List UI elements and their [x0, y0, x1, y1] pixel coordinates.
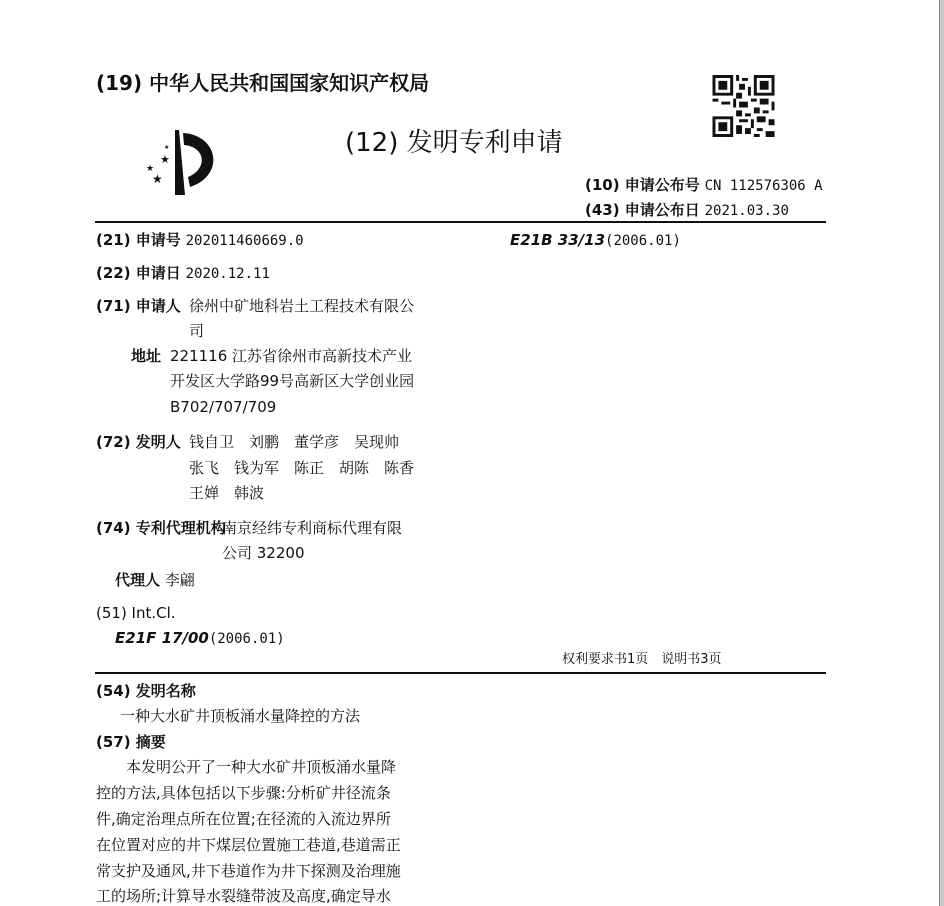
address-label: 地址 [131, 347, 162, 365]
label: (21) 申请号 [96, 231, 181, 249]
doc-type-title: (12) 发明专利申请 [345, 128, 563, 158]
abstract-label: (57) 摘要 [96, 733, 166, 751]
applicant-label: (71) 申请人 [96, 297, 181, 315]
svg-text:★: ★ [164, 144, 170, 151]
code: E21F 17/00 [115, 629, 209, 647]
qr-code [712, 75, 775, 137]
value: 李翩 [164, 571, 195, 589]
agency-line: 南京经纬专利商标代理有限 [222, 519, 403, 537]
inventor-line: 张飞 钱为军 陈正 胡陈 陈香 [189, 459, 415, 477]
value: 2021.03.30 [704, 203, 789, 219]
version: (2006.01) [208, 631, 285, 647]
address-line: 开发区大学路99号高新区大学创业园 [170, 372, 415, 390]
svg-text:★: ★ [152, 172, 163, 186]
address-line: 221116 江苏省徐州市高新技术产业 [170, 347, 413, 365]
publication-date [585, 200, 789, 221]
abstract-line: 常支护及通风,井下巷道作为井下探测及治理施 [96, 862, 401, 880]
abstract-line: 件,确定治理点所在位置;在径流的入流边界所 [96, 810, 391, 828]
svg-text:★: ★ [160, 153, 170, 166]
value: 2020.12.11 [185, 266, 270, 282]
version: (2006.01) [605, 233, 681, 249]
invention-title: 一种大水矿井顶板涌水量降控的方法 [120, 707, 361, 725]
intcl-code [115, 628, 285, 649]
agent [115, 570, 195, 590]
divider [95, 221, 826, 223]
office-name: (19) 中华人民共和国国家知识产权局 [96, 71, 430, 95]
applicant-line: 司 [189, 322, 205, 340]
abstract-line: 工的场所;计算导水裂缝带波及高度,确定导水 [96, 887, 391, 905]
value: CN 112576306 A [704, 178, 823, 194]
address-line: B702/707/709 [170, 398, 277, 416]
value: 202011460669.0 [185, 233, 304, 249]
abstract-line: 控的方法,具体包括以下步骤:分析矿井径流条 [96, 784, 391, 802]
svg-text:★: ★ [146, 164, 155, 174]
inventor-label: (72) 发明人 [96, 433, 181, 451]
label: 代理人 [115, 571, 161, 589]
page-counts: 权利要求书1页 说明书3页 [562, 652, 722, 667]
page-edge [939, 0, 944, 906]
agency-label: (74) 专利代理机构 [96, 519, 226, 537]
publication-number [585, 175, 823, 196]
label: (22) 申请日 [96, 264, 181, 282]
inventor-line: 钱自卫 刘鹏 董学彦 吴现帅 [189, 433, 400, 451]
cnipa-logo [138, 125, 228, 197]
label: (43) 申请公布日 [585, 201, 700, 219]
code: E21B 33/13 [510, 231, 606, 249]
inventor-line: 王婵 韩波 [189, 484, 265, 502]
application-number [96, 230, 304, 251]
divider [95, 672, 826, 674]
applicant-line: 徐州中矿地科岩土工程技术有限公 [189, 297, 415, 315]
title-label: (54) 发明名称 [96, 682, 196, 700]
intcl-label: (51) Int.Cl. [96, 604, 176, 622]
application-date [96, 263, 270, 284]
label: (10) 申请公布号 [585, 176, 700, 194]
agency-line: 公司 32200 [222, 544, 305, 562]
ipc-main [510, 230, 681, 251]
abstract-line: 在位置对应的井下煤层位置施工巷道,巷道需正 [96, 836, 401, 854]
abstract-line: 本发明公开了一种大水矿井顶板涌水量降 [96, 758, 397, 776]
